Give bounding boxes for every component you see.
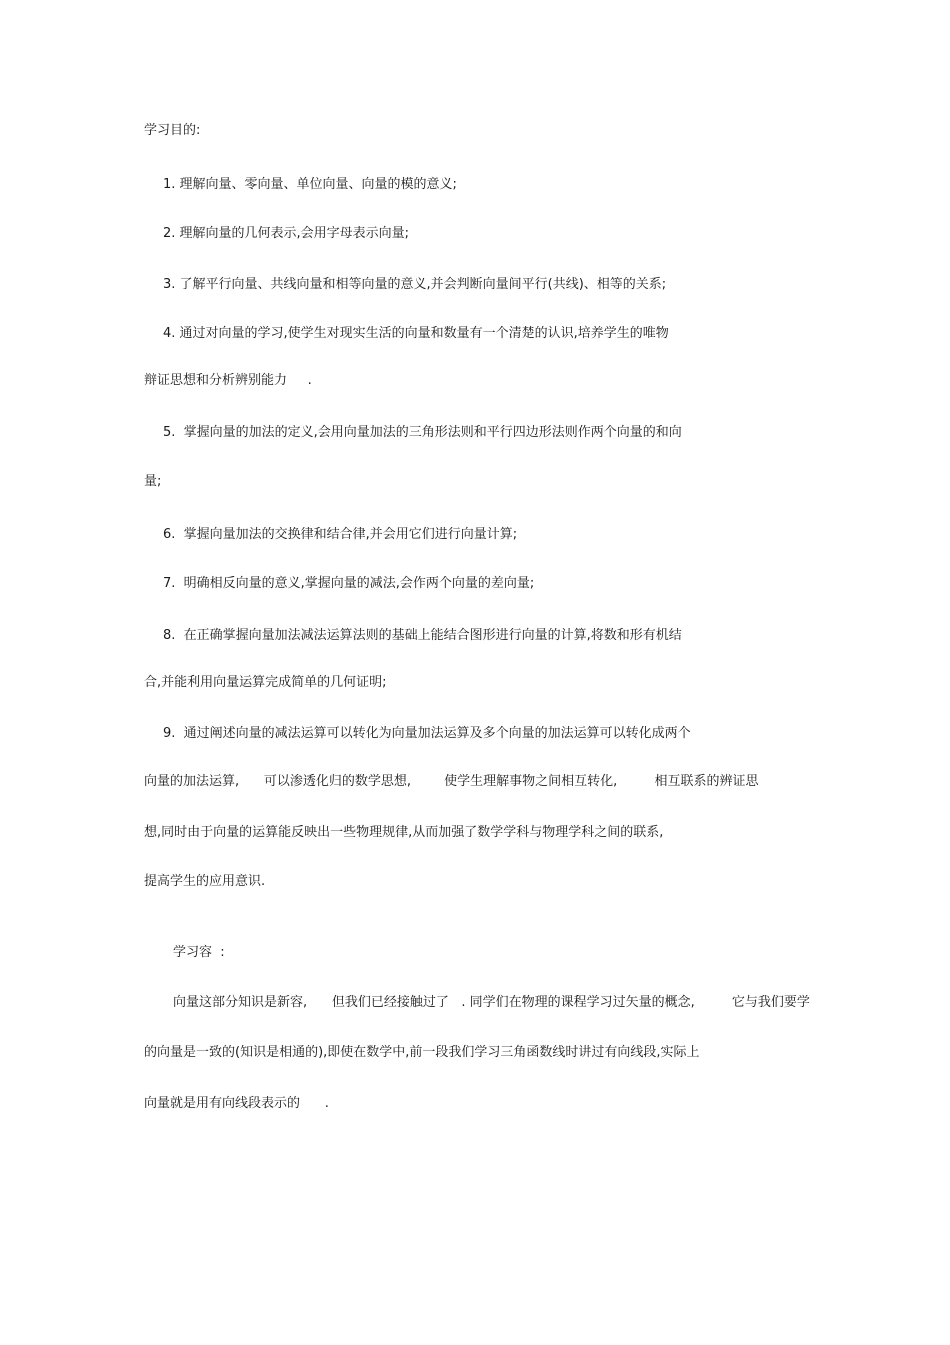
objective-item-9-cont-1: 向量的加法运算, 可以渗透化归的数学思想, 使学生理解事物之间相互转化, 相互联系的辨证思 (144, 774, 759, 789)
objective-item-5: 5. 掌握向量的加法的定义,会用向量加法的三角形法则和平行四边形法则作两个向量的和向 (163, 425, 682, 440)
content-paragraph-line-1: 向量这部分知识是新容, 但我们已经接触过了 . 同学们在物理的课程学习过矢量的概念, 它与我们要学 (173, 995, 810, 1010)
objective-item-4-cont: 辩证思想和分析辨别能力 . (144, 373, 312, 388)
objectives-heading: 学习目的: (144, 123, 201, 138)
objective-item-8-cont: 合,并能利用向量运算完成简单的几何证明; (144, 675, 387, 690)
content-paragraph-line-2: 的向量是一致的(知识是相通的),即使在数学中,前一段我们学习三角函数线时讲过有向线段,实际上 (144, 1045, 700, 1060)
objective-item-1: 1. 理解向量、零向量、单位向量、向量的模的意义; (163, 177, 457, 192)
objective-item-5-cont: 量; (144, 474, 162, 489)
objective-item-4: 4. 通过对向量的学习,使学生对现实生活的向量和数量有一个清楚的认识,培养学生的唯物 (163, 326, 669, 341)
objective-item-9-cont-2: 想,同时由于向量的运算能反映出一些物理规律,从而加强了数学学科与物理学科之间的联系, (144, 825, 664, 840)
objective-item-9: 9. 通过阐述向量的减法运算可以转化为向量加法运算及多个向量的加法运算可以转化成两个 (163, 726, 691, 741)
objective-item-3: 3. 了解平行向量、共线向量和相等向量的意义,并会判断向量间平行(共线)、相等的关系; (163, 277, 667, 292)
objective-item-9-cont-3: 提高学生的应用意识. (144, 874, 266, 889)
content-paragraph-line-3: 向量就是用有向线段表示的 . (144, 1096, 329, 1111)
objective-item-2: 2. 理解向量的几何表示,会用字母表示向量; (163, 226, 410, 241)
objective-item-6: 6. 掌握向量加法的交换律和结合律,并会用它们进行向量计算; (163, 527, 518, 542)
content-heading: 学习容 : (173, 945, 225, 960)
objective-item-8: 8. 在正确掌握向量加法减法运算法则的基础上能结合图形进行向量的计算,将数和形有机结 (163, 628, 682, 643)
objective-item-7: 7. 明确相反向量的意义,掌握向量的减法,会作两个向量的差向量; (163, 576, 535, 591)
